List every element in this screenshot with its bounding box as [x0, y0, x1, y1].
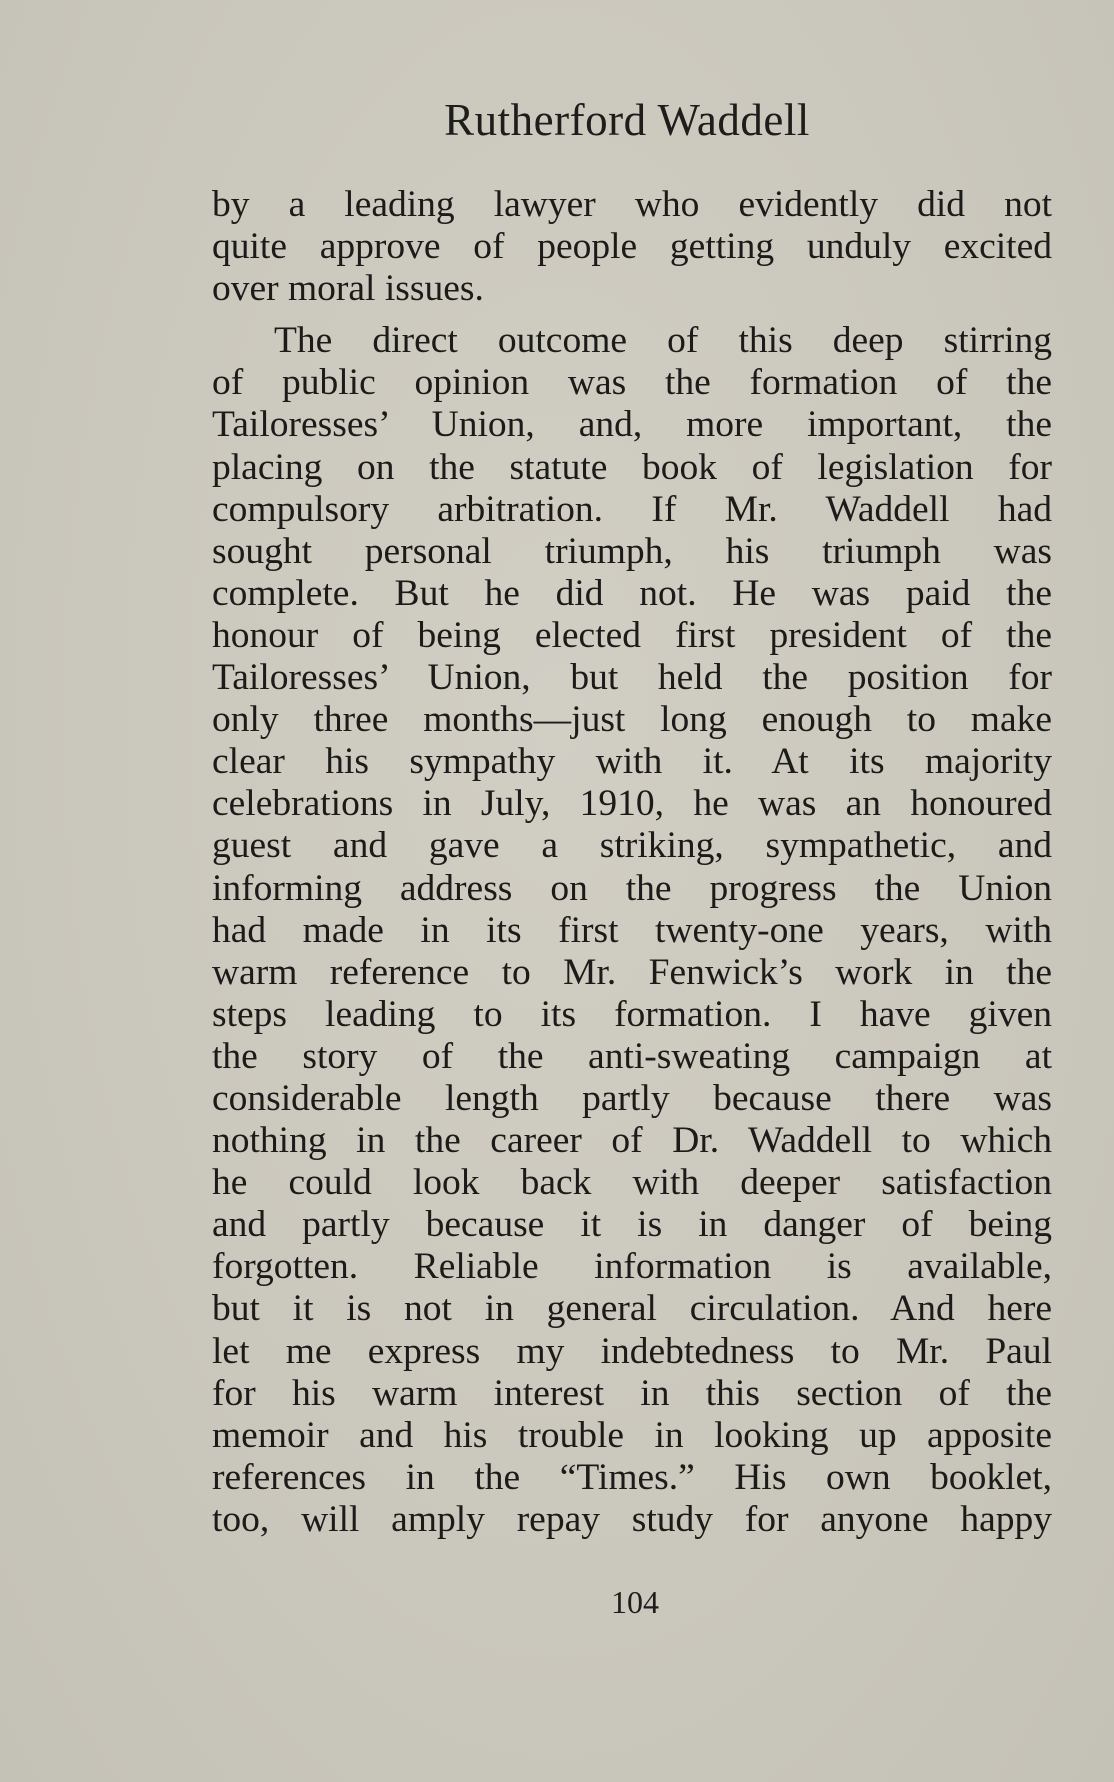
- paragraph: [212, 184, 1052, 310]
- body-text: [212, 184, 1052, 1541]
- text-line: steps leading to its formation. I have given: [212, 993, 1052, 1035]
- text-line: complete. But he did not. He was paid the: [212, 572, 1052, 614]
- text-line: too, will amply repay study for anyone happy: [212, 1498, 1052, 1540]
- text-line: but it is not in general circulation. And here: [212, 1288, 1052, 1330]
- text-line: quite approve of people getting unduly excited: [212, 226, 1052, 268]
- text-line: The direct outcome of this deep stirring: [274, 320, 1052, 362]
- text-line: nothing in the career of Dr. Waddell to which: [212, 1120, 1052, 1162]
- text-line: for his warm interest in this section of the: [212, 1372, 1052, 1414]
- text-line: references in the “Times.” His own booklet,: [212, 1456, 1052, 1498]
- text-line: had made in its first twenty-one years, with: [212, 909, 1052, 951]
- text-line: over moral issues.: [212, 268, 484, 310]
- text-line: celebrations in July, 1910, he was an honoured: [212, 783, 1052, 825]
- text-line: of public opinion was the formation of the: [212, 362, 1052, 404]
- paragraph: [212, 320, 1052, 1541]
- text-line: informing address on the progress the Union: [212, 867, 1052, 909]
- page-number: 104: [611, 1584, 659, 1620]
- text-line: considerable length partly because there was: [212, 1077, 1052, 1119]
- text-line: he could look back with deeper satisfaction: [212, 1162, 1052, 1204]
- text-line: the story of the anti-sweating campaign at: [212, 1035, 1052, 1077]
- text-line: sought personal triumph, his triumph was: [212, 530, 1052, 572]
- running-head: Rutherford Waddell: [444, 95, 810, 145]
- text-line: warm reference to Mr. Fenwick’s work in the: [212, 951, 1052, 993]
- text-line: Tailoresses’ Union, but held the position for: [212, 657, 1052, 699]
- text-line: honour of being elected first president of the: [212, 614, 1052, 656]
- text-line: compulsory arbitration. If Mr. Waddell had: [212, 488, 1052, 530]
- text-line: let me express my indebtedness to Mr. Paul: [212, 1330, 1052, 1372]
- text-line: clear his sympathy with it. At its majority: [212, 741, 1052, 783]
- text-line: and partly because it is in danger of being: [212, 1204, 1052, 1246]
- text-line: by a leading lawyer who evidently did not: [212, 184, 1052, 225]
- text-line: memoir and his trouble in looking up apposite: [212, 1414, 1052, 1456]
- text-line: placing on the statute book of legislation for: [212, 446, 1052, 488]
- text-line: forgotten. Reliable information is available,: [212, 1246, 1052, 1288]
- text-line: guest and gave a striking, sympathetic, and: [212, 825, 1052, 867]
- text-line: only three months—just long enough to make: [212, 699, 1052, 741]
- text-line: Tailoresses’ Union, and, more important, the: [212, 404, 1052, 446]
- paragraph-gap: [212, 310, 1052, 320]
